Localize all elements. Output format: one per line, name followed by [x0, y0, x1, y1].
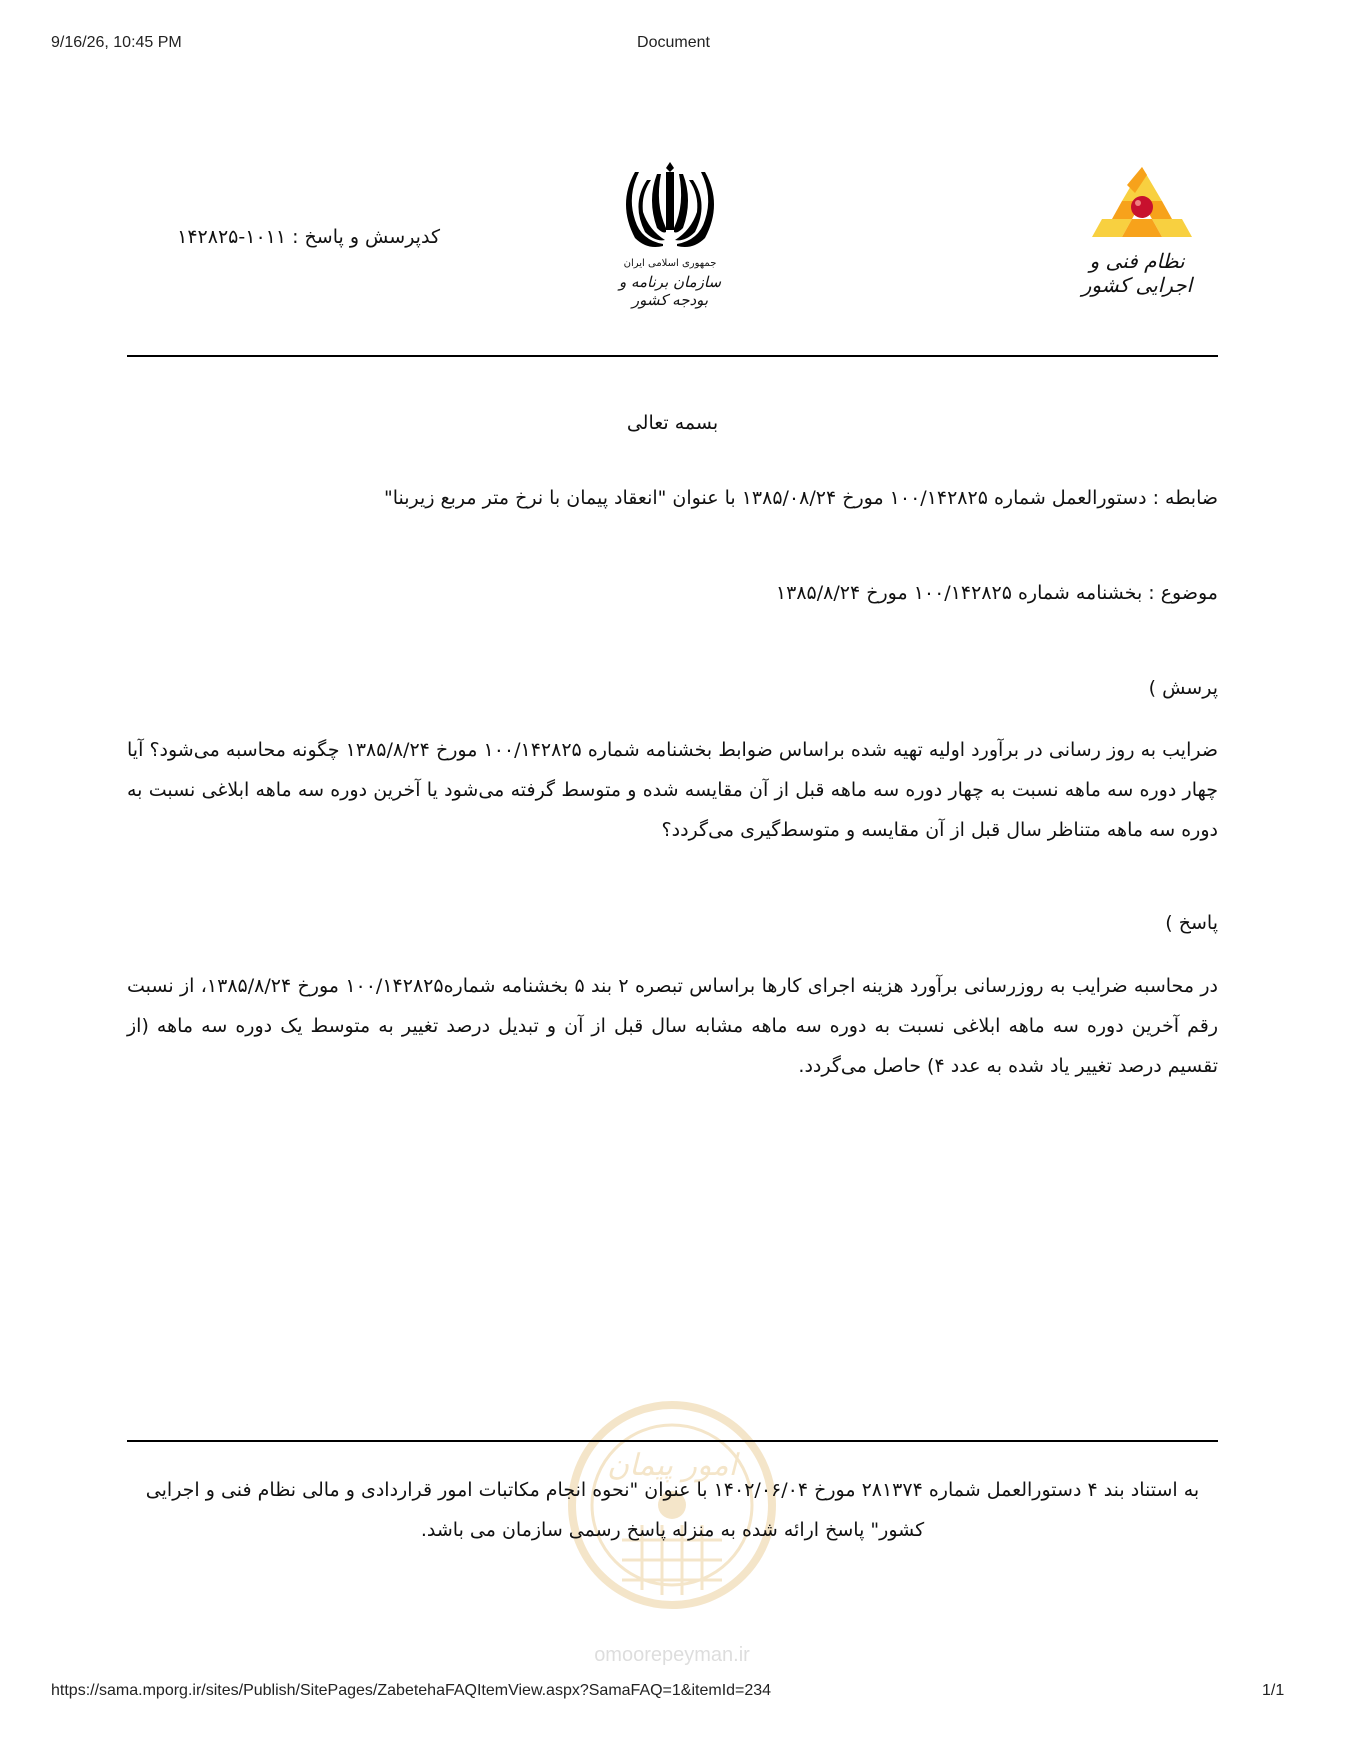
answer-text: در محاسبه ضرایب به روزرسانی برآورد هزینه اجرای کارها براساس تبصره ۲ بند ۵ بخشنامه شماره۱۰۰/۱۴۲۸۲۵ مورخ ۱۳۸۵/۸/۲۴، از نسبت رقم آخرین دوره سه ماهه ابلاغی نسبت به دوره سه ماهه مشابه سال قبل از آن و تبدیل درصد تغییر به متوسط یک دوره سه ماهه (از تقسیم درصد تغییر یاد شده به عدد ۴) حاصل می‌گردد. [127, 975, 1218, 1077]
question-label: پرسش ) [1148, 677, 1218, 699]
nezam-fanni-logo [1062, 165, 1212, 297]
print-page-count: 1/1 [1262, 1682, 1285, 1699]
logo-text: نظام فنی و اجرایی کشور [1081, 249, 1193, 297]
footer-note: به استناد بند ۴ دستورالعمل شماره ۲۸۱۳۷۴ مورخ ۱۴۰۲/۰۶/۰۴ با عنوان "نحوه انجام مکاتبات امور قراردادی و مالی نظام فنی و اجرایی کشور" پاسخ ارائه شده به منزله پاسخ رسمی سازمان می باشد. [145, 1479, 1200, 1541]
emblem-line1: جمهوری اسلامی ایران [623, 258, 717, 269]
print-timestamp: 9/16/26, 10:45 PM [51, 34, 182, 51]
header-divider [127, 355, 1218, 357]
emblem-line2: سازمان برنامه و بودجه کشور [618, 273, 722, 309]
watermark-url: omoorepeyman.ir [594, 1644, 750, 1666]
print-url: https://sama.mporg.ir/sites/Publish/SitePages/ZabetehaFAQItemView.aspx?SamaFAQ=1&itemId=234 [51, 1682, 772, 1699]
iran-emblem [605, 160, 735, 309]
iran-emblem-icon [605, 160, 735, 250]
answer-label: پاسخ ) [1165, 912, 1218, 934]
footer-divider [127, 1440, 1218, 1442]
subject-line: موضوع : بخشنامه شماره ۱۰۰/۱۴۲۸۲۵ مورخ ۱۳۸۵/۸/۲۴ [775, 582, 1218, 604]
bismillah: بسمه تعالی [626, 412, 719, 434]
nezam-fanni-logo-icon [1087, 165, 1197, 245]
question-text: ضرایب به روز رسانی در برآورد اولیه تهیه شده براساس ضوابط بخشنامه شماره ۱۰۰/۱۴۲۸۲۵ مورخ ۱۳۸۵/۸/۲۴ چگونه محاسبه می‌شود؟ آیا چهار دوره سه ماهه نسبت به چهار دوره سه ماهه قبل از آن مقایسه شده و متوسط گرفته می‌شود یا آخرین دوره سه ماهه ابلاغی نسبت به دوره سه ماهه متناظر سال قبل از آن مقایسه و متوسط‌گیری می‌گردد؟ [127, 739, 1218, 841]
print-title: Document [637, 34, 710, 51]
faq-code: کدپرسش و پاسخ : ۱۰۱۱-۱۴۲۸۲۵ [177, 226, 440, 248]
zabeteh-line: ضابطه : دستورالعمل شماره ۱۰۰/۱۴۲۸۲۵ مورخ ۱۳۸۵/۰۸/۲۴ با عنوان "انعقاد پیمان با نرخ متر مربع زیربنا" [384, 487, 1218, 509]
watermark-text: امور پیمان [607, 1448, 737, 1483]
